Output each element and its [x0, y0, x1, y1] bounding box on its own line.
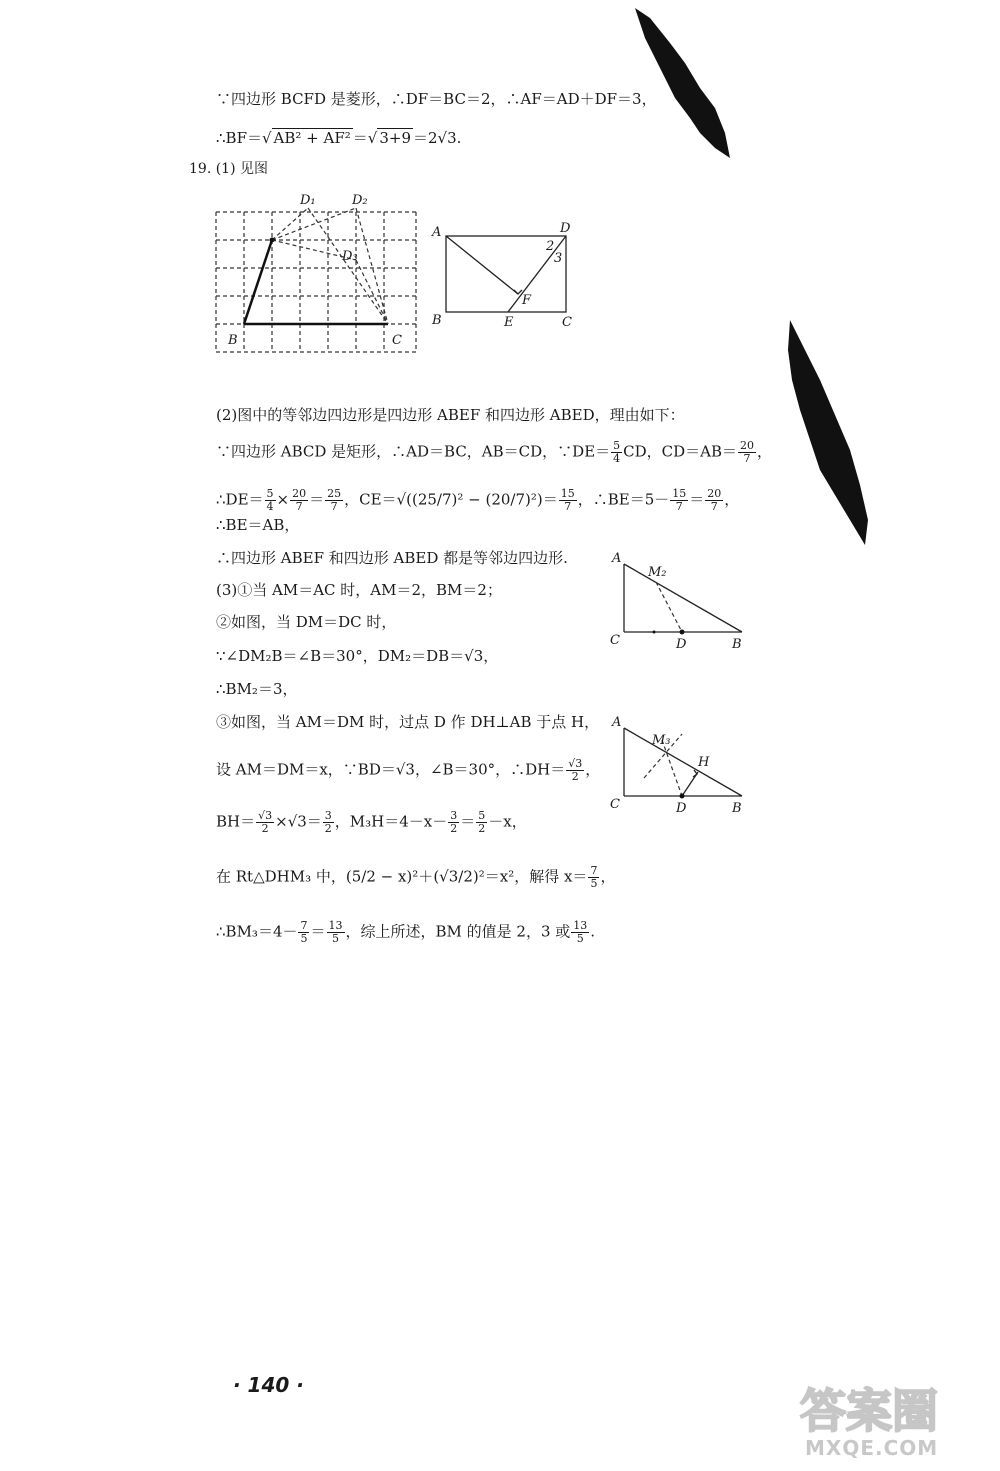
- torn-edge-bottom: [780, 320, 880, 550]
- line-conclusion: ∴四边形 ABEF 和四边形 ABED 都是等邻边四边形.: [216, 549, 568, 567]
- tri2-label-m: M₂: [648, 565, 667, 580]
- rect-angle-2: 2: [546, 239, 555, 254]
- grid-label-b: B: [228, 333, 238, 348]
- rect-label-e: E: [504, 315, 514, 330]
- question-19-heading: 19. (1) 见图: [189, 161, 268, 177]
- tri2-label-b: B: [732, 637, 742, 652]
- watermark-url: MXQE.COM: [805, 1436, 939, 1460]
- tri2-label-c: C: [610, 633, 620, 648]
- grid-label-c: C: [392, 333, 402, 348]
- tri3-label-d: D: [676, 801, 687, 816]
- line-final: ∴BM₃＝4－ $\frac{7}{5}$ ＝ $\frac{13}{5}$ ，综上所述，BM 的值是 2，3 或 $\frac{13}{5}$ .: [216, 919, 596, 945]
- line-bh: BH＝ $\frac{√3}{2}$ ×√3＝ $\frac{3}{2}$ ，M₃H＝4－x－ $\frac{3}{2}$ ＝ $\frac{5}{2}$ －x，: [216, 809, 527, 835]
- line-bm2: ∴BM₂＝3，: [216, 680, 298, 698]
- grid-label-d1: D₁: [300, 193, 316, 208]
- line-rhombus: ∵四边形 BCFD 是菱形，∴DF＝BC＝2，∴AF＝AD＋DF＝3，: [216, 90, 657, 108]
- tri2-label-d: D: [676, 637, 687, 652]
- line-part-3-3: ③如图，当 AM＝DM 时，过点 D 作 DH⊥AB 于点 H，: [216, 713, 600, 731]
- line-dh: 设 AM＝DM＝x，∵BD＝√3，∠B＝30°，∴DH＝ $\frac{√3}{2}$ ，: [216, 757, 601, 783]
- line-de-ce: ∴DE＝ $\frac{5}{4}$ × $\frac{20}{7}$ ＝ $\frac{25}{7}$ ，CE＝√((25/7)² − (20/7)²)＝ $\frac{15}{7}$ ，∴BE＝5－ $\frac{15}{7}$ ＝ $\frac{20}{7}$ ，: [216, 487, 740, 513]
- line-pythagoras: 在 Rt△DHM₃ 中，(5/2 − x)²＋(√3/2)²＝x²，解得 x＝ $\frac{7}{5}$ ，: [216, 864, 616, 890]
- triangle-m2-figure: [606, 548, 756, 653]
- torn-edge-top: [630, 8, 740, 168]
- tri3-label-h: H: [698, 755, 710, 770]
- tri3-label-m: M₃: [652, 733, 671, 748]
- triangle-m3-figure: [606, 712, 756, 817]
- rect-label-b: B: [432, 313, 442, 328]
- rect-angle-3: 3: [554, 251, 563, 266]
- line-bf: ∴BF＝√ AB² + AF² ＝√ 3+9 ＝2√3.: [216, 129, 462, 147]
- grid-label-d3: D₃: [342, 249, 358, 264]
- tri2-label-a: A: [612, 551, 622, 566]
- tri3-label-a: A: [612, 715, 622, 730]
- rect-label-f: F: [522, 293, 532, 308]
- line-be-ab: ∴BE＝AB，: [216, 516, 300, 534]
- line-angle: ∵∠DM₂B＝∠B＝30°，DM₂＝DB＝√3，: [216, 647, 499, 665]
- line-part-3-1: (3)①当 AM＝AC 时，AM＝2，BM＝2；: [216, 581, 502, 599]
- grid-label-d2: D₂: [352, 193, 368, 208]
- svg-text:答案圈: 答案圈: [800, 1384, 938, 1438]
- line-rectangle: ∵四边形 ABCD 是矩形，∴AD＝BC，AB＝CD，∵DE＝ $\frac{5}{4}$ CD，CD＝AB＝ $\frac{20}{7}$ ，: [216, 439, 773, 465]
- line-part-2: (2)图中的等邻边四边形是四边形 ABEF 和四边形 ABED，理由如下：: [216, 406, 685, 424]
- rectangle-figure: [428, 218, 588, 333]
- rect-label-c: C: [562, 315, 572, 330]
- grid-figure: [208, 188, 428, 368]
- line-part-3-2: ②如图，当 DM＝DC 时，: [216, 613, 397, 631]
- tri3-label-c: C: [610, 797, 620, 812]
- rect-label-d: D: [560, 221, 571, 236]
- rect-label-a: A: [432, 225, 442, 240]
- tri3-label-b: B: [732, 801, 742, 816]
- page-number: · 140 ·: [233, 1373, 304, 1397]
